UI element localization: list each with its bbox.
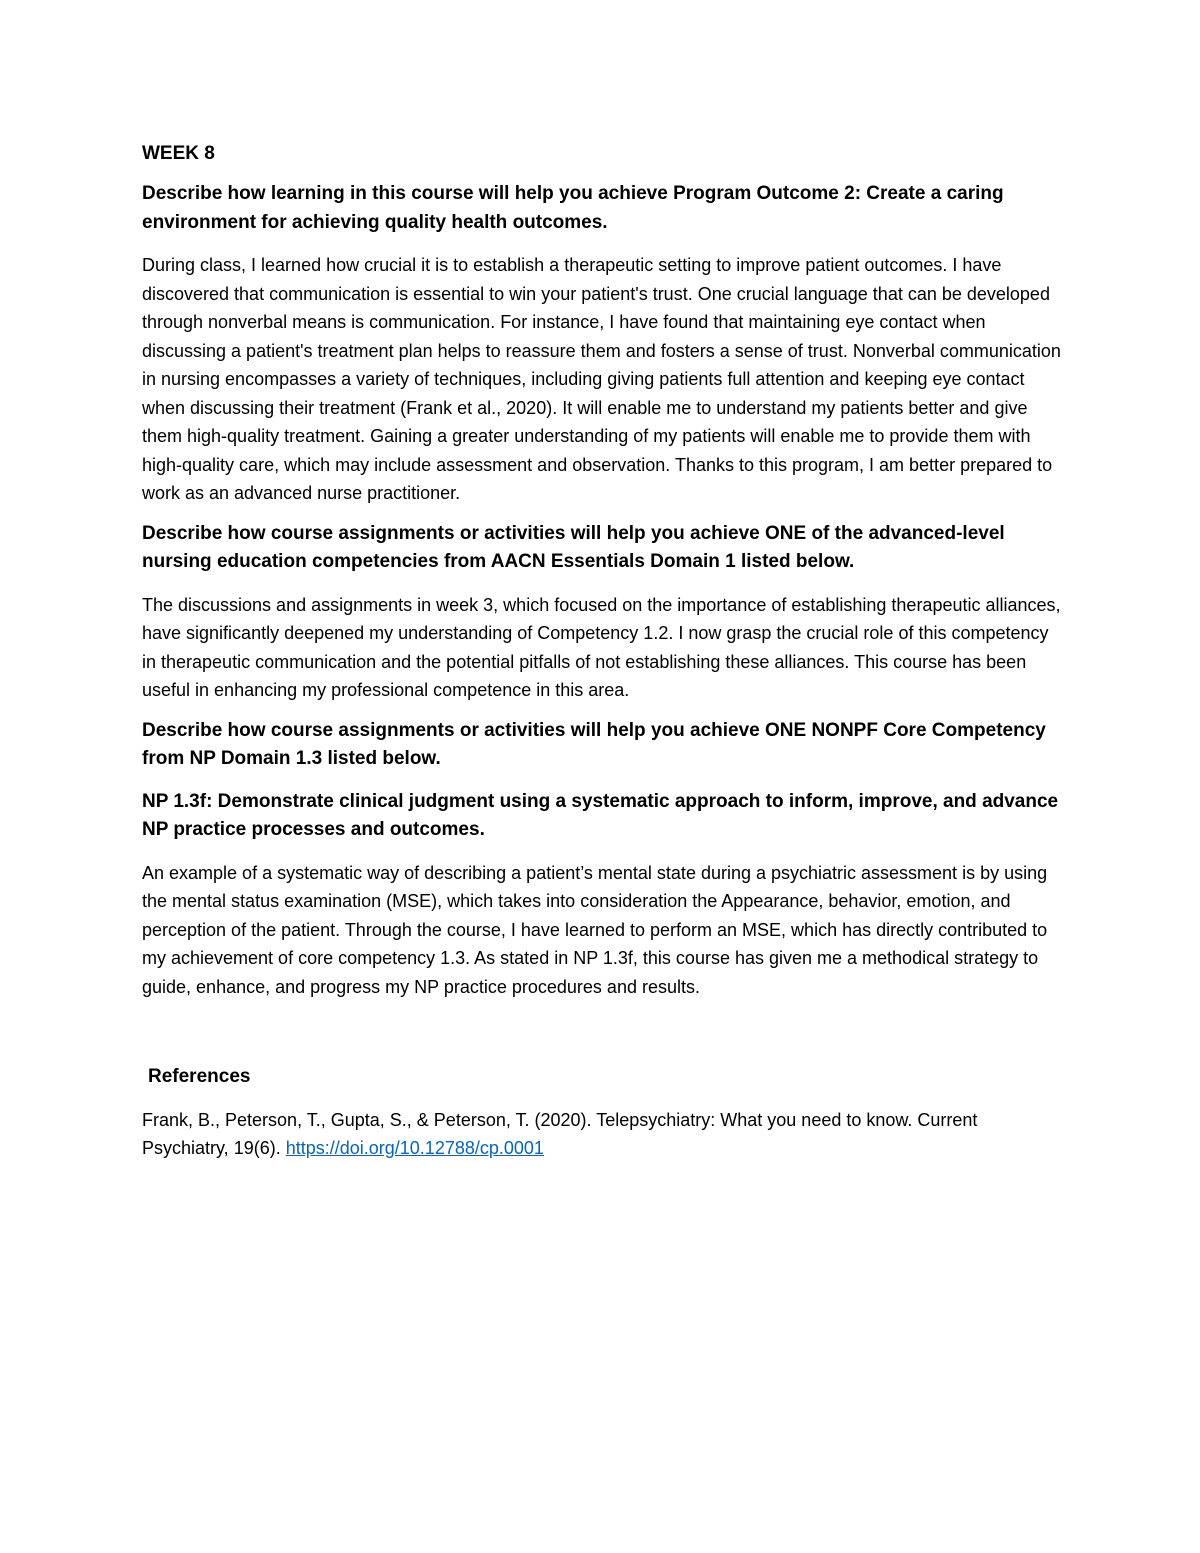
references-heading: References	[148, 1066, 251, 1087]
program-outcome-answer: During class, I learned how crucial it is to establish a therapeutic setting to improve patient outcomes. I have discovered that communication is essential to win your patient's trust. One crucial language that can be developed through nonverbal means is communication. For instance, I have found that maintaining eye contact when discussing a patient's treatment plan helps to reassure them and fosters a sense of trust. Nonverbal communication in nursing encompasses a variety of techniques, including giving patients full attention and keeping eye contact when discussing their treatment (Frank et al., 2020). It will enable me to understand my patients better and give them high-quality treatment. Gaining a greater understanding of my patients will enable me to provide them with high-quality care, which may include assessment and observation. Thanks to this program, I am better prepared to work as an advanced nurse practitioner.	[142, 255, 1061, 503]
reference-entry	[142, 1106, 1062, 1163]
program-outcome-question: Describe how learning in this course will help you achieve Program Outcome 2: Create a caring environment for achieving quality health outcomes.	[142, 183, 1004, 233]
aacn-competency-question: Describe how course assignments or activities will help you achieve ONE of the advanced-level nursing education competencies from AACN Essentials Domain 1 listed below.	[142, 522, 1005, 572]
nonpf-competency-question: Describe how course assignments or activities will help you achieve ONE NONPF Core Competency from NP Domain 1.3 listed below.	[142, 719, 1046, 769]
document-page	[142, 138, 1062, 1163]
spacer	[142, 1013, 1062, 1063]
week-title: WEEK 8	[142, 143, 215, 164]
aacn-competency-answer: The discussions and assignments in week 3, which focused on the importance of establishing therapeutic alliances, have significantly deepened my understanding of Competency 1.2. I now grasp the crucial role of this competency in therapeutic communication and the potential pitfalls of not establishing these alliances. This course has been useful in enhancing my professional competence in this area.	[142, 594, 1061, 700]
reference-doi-link[interactable]: https://doi.org/10.12788/cp.0001	[285, 1138, 544, 1158]
np-competency-statement: NP 1.3f: Demonstrate clinical judgment using a systematic approach to inform, improve, and advance NP practice processes and outcomes.	[142, 790, 1059, 840]
reference-citation: Frank, B., Peterson, T., Gupta, S., & Peterson, T. (2020). Telepsychiatry: What you need to know. Current Psychiatry, 19(6).	[142, 1109, 978, 1158]
nonpf-competency-answer: An example of a systematic way of describing a patient’s mental state during a psychiatric assessment is by using the mental status examination (MSE), which takes into consideration the Appearance, behavior, emotion, and perception of the patient. Through the course, I have learned to perform an MSE, which has directly contributed to my achievement of core competency 1.3. As stated in NP 1.3f, this course has given me a methodical strategy to guide, enhance, and progress my NP practice procedures and results.	[142, 862, 1048, 997]
